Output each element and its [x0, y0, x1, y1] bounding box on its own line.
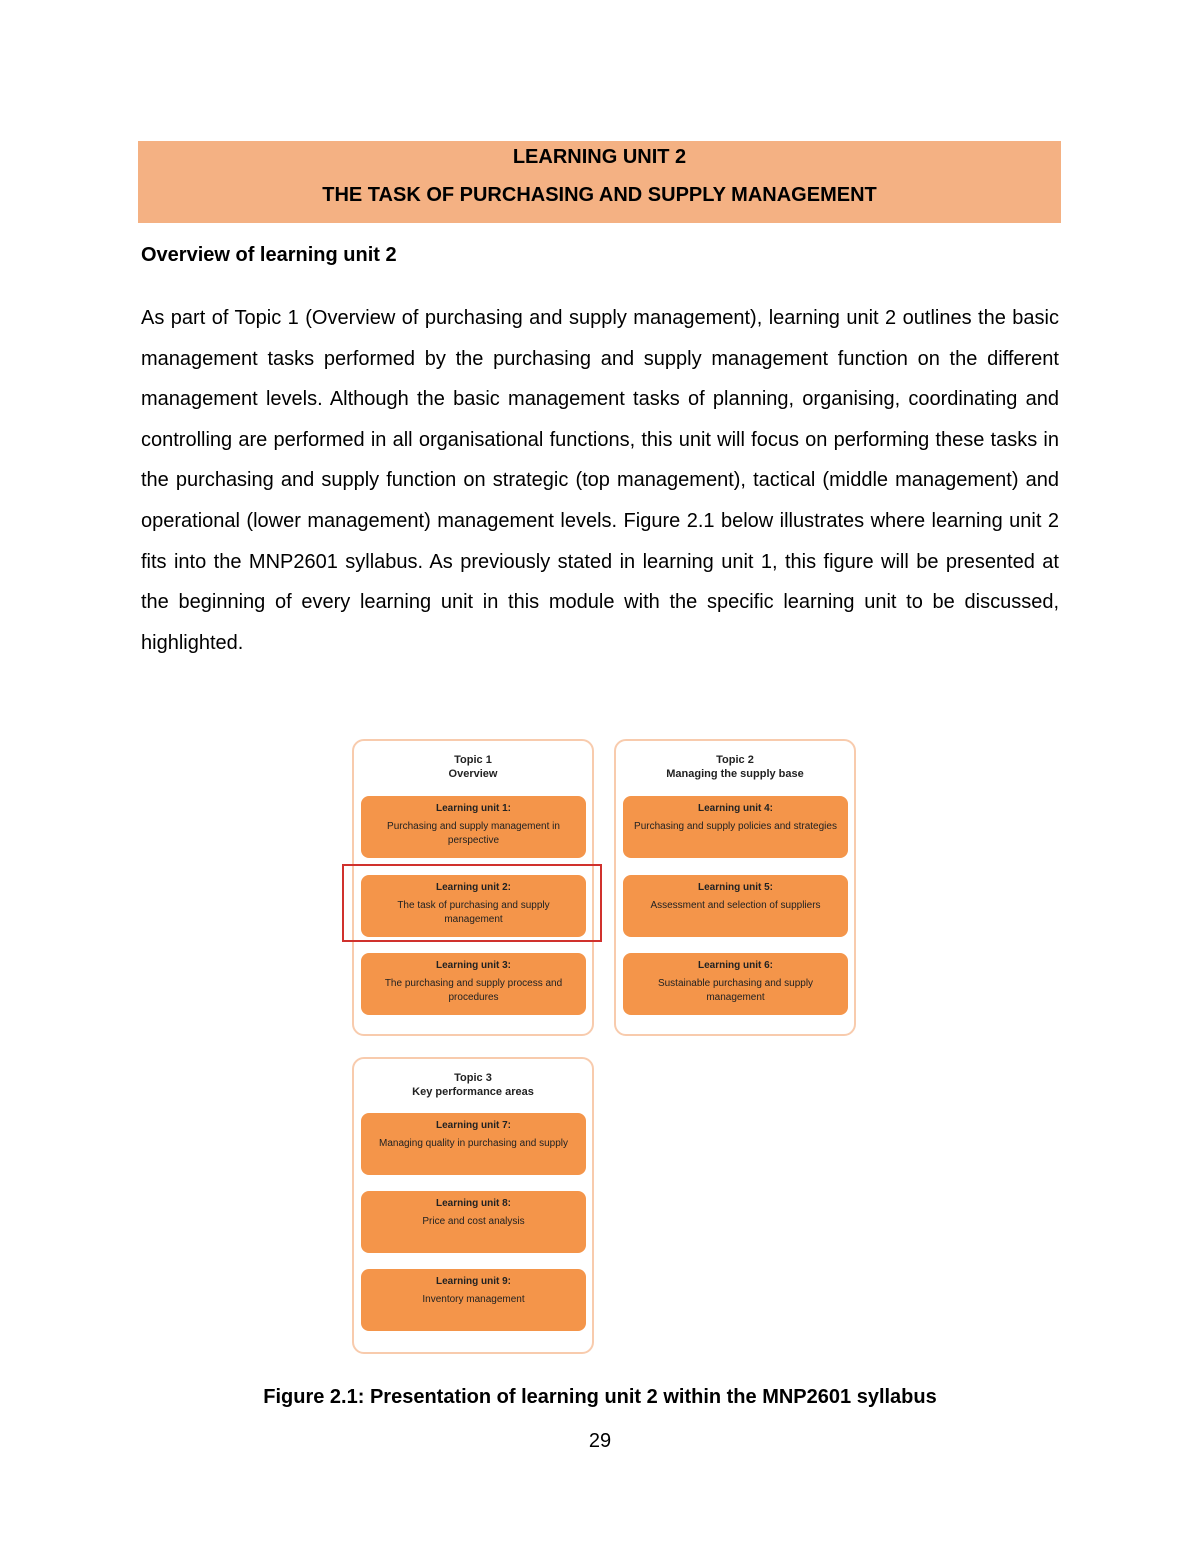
unit-desc: The task of purchasing and supply management	[397, 900, 550, 925]
learning-unit-5	[623, 875, 848, 937]
learning-unit-7	[361, 1113, 586, 1175]
topic-2-title: Topic 2	[716, 754, 754, 766]
unit-label: LEARNING UNIT 2	[512, 146, 687, 168]
unit-desc: Purchasing and supply policies and strategies	[634, 821, 837, 832]
learning-unit-1	[361, 796, 586, 858]
unit-title: Learning unit 1:	[436, 803, 511, 814]
unit-title: Learning unit 9:	[436, 1276, 511, 1287]
learning-unit-4	[623, 796, 848, 858]
unit-title: Learning unit 3:	[436, 960, 511, 971]
page-number: 29	[588, 1430, 612, 1452]
unit-desc: Managing quality in purchasing and supply	[378, 1138, 568, 1149]
unit-title: Learning unit 8:	[436, 1198, 511, 1209]
overview-paragraph: As part of Topic 1 (Overview of purchasing and supply management), learning unit 2 outlines the basic management tasks performed by the purchasing and supply management function on the different management levels. Although the basic management tasks of planning, organising, coordinating and controlling are performed in all organisational functions, this unit will focus on performing these tasks in the purchasing and supply function on strategic (top management), tactical (middle management) and operational (lower management) management levels. Figure 2.1 below illustrates where learning unit 2 fits into the MNP2601 syllabus. As previously stated in learning unit 1, this figure will be presented at the beginning of every learning unit in this module with the specific learning unit to be discussed, highlighted.	[141, 307, 1059, 654]
learning-unit-8	[361, 1191, 586, 1253]
topic-2-subtitle: Managing the supply base	[666, 768, 804, 780]
title-banner	[138, 141, 1061, 223]
learning-unit-6	[623, 953, 848, 1015]
learning-unit-3	[361, 953, 586, 1015]
unit-desc: Assessment and selection of suppliers	[650, 900, 821, 911]
figure-caption: Figure 2.1: Presentation of learning unit 2 within the MNP2601 syllabus	[263, 1386, 937, 1408]
topic-3-title: Topic 3	[454, 1072, 492, 1084]
unit-title: Learning unit 4:	[698, 803, 773, 814]
learning-unit-9	[361, 1269, 586, 1331]
unit-title: THE TASK OF PURCHASING AND SUPPLY MANAGEMENT	[322, 184, 877, 206]
topic-2-box	[614, 739, 856, 1036]
unit-title: Learning unit 2:	[436, 882, 511, 893]
topic-1-subtitle: Overview	[448, 768, 498, 780]
highlight-frame	[342, 864, 602, 942]
topic-1-title: Topic 1	[454, 754, 492, 766]
overview-heading: Overview of learning unit 2	[141, 244, 397, 266]
unit-desc: Purchasing and supply management in perspective	[387, 821, 560, 846]
unit-title: Learning unit 6:	[698, 960, 773, 971]
unit-title: Learning unit 7:	[436, 1120, 511, 1131]
unit-desc: Price and cost analysis	[422, 1216, 525, 1227]
unit-title: Learning unit 5:	[698, 882, 773, 893]
unit-desc: Inventory management	[422, 1294, 525, 1305]
topic-3-subtitle: Key performance areas	[412, 1086, 534, 1098]
topic-3-box	[352, 1057, 594, 1354]
unit-desc: Sustainable purchasing and supply management	[657, 978, 814, 1003]
unit-desc: The purchasing and supply process and procedures	[384, 978, 563, 1003]
